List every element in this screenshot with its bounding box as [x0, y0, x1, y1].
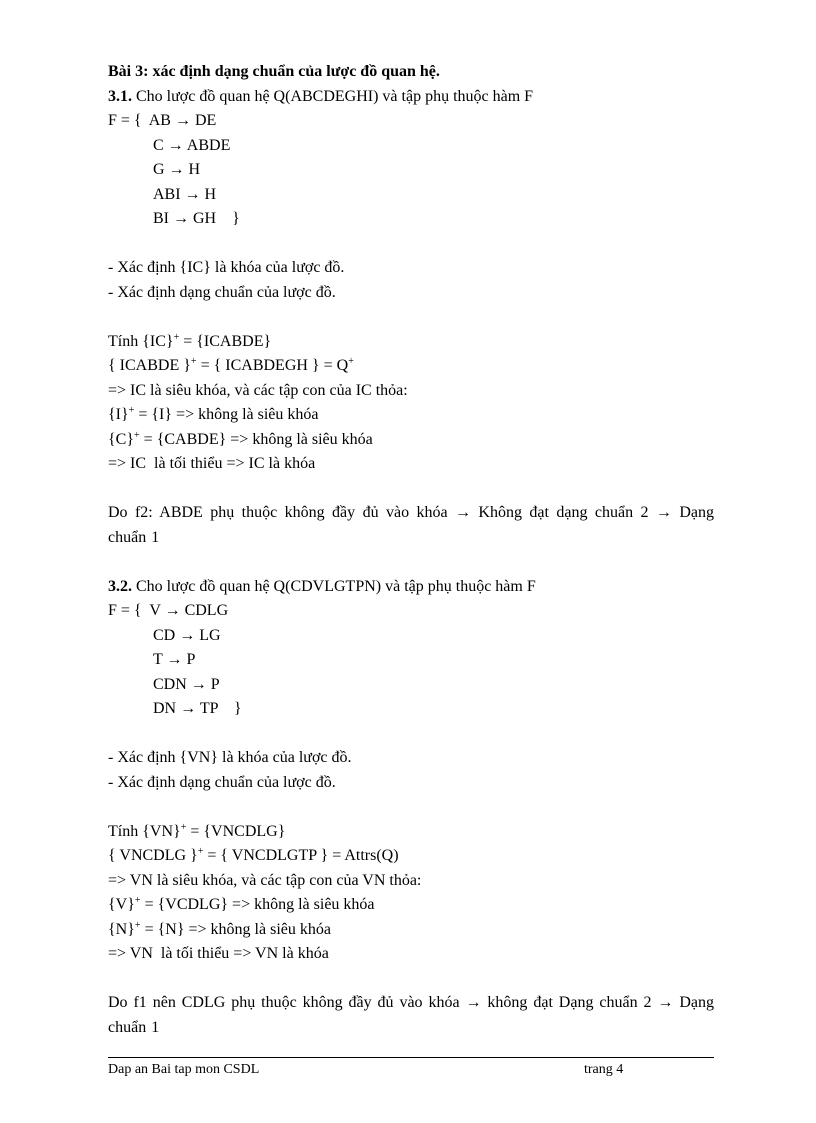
solution-line	[108, 844, 714, 869]
spacer	[108, 305, 714, 330]
solution-line	[108, 820, 714, 845]
solution-text: Tính {IC}	[108, 332, 174, 350]
closure-superscript: +	[197, 846, 204, 857]
solution-text: {I}	[108, 406, 129, 423]
solution-text: {C}	[108, 430, 135, 448]
solution-text: = {N} => không là siêu khóa	[140, 920, 331, 938]
solution-text: = { VNCDLGTP } = Attrs(Q)	[203, 847, 399, 864]
solution-text: = { ICABDEGH } = Q	[196, 357, 349, 374]
solution-text: = {CABDE} => không là siêu khóa	[139, 430, 373, 448]
solution-text: { ICABDE }	[108, 357, 191, 374]
task-line: - Xác định dạng chuẩn của lược đồ.	[108, 773, 336, 791]
solution-text: = {VCDLG} => không là siêu khóa	[140, 896, 375, 913]
spacer	[108, 477, 714, 502]
spacer	[108, 722, 714, 747]
fd-item: G → H	[153, 161, 201, 178]
closure-superscript: +	[134, 895, 141, 906]
spacer	[108, 795, 714, 820]
page-number: trang 4	[584, 1062, 624, 1077]
closure-superscript: +	[180, 821, 187, 833]
fd-item: BI → GH }	[153, 210, 240, 227]
closure-superscript: +	[348, 356, 354, 367]
solution-line	[108, 330, 714, 355]
closure-superscript: +	[128, 405, 135, 416]
spacer	[108, 232, 714, 257]
exercise-intro-text: Cho lược đồ quan hệ Q(CDVLGTPN) và tập phụ thuộc hàm F	[132, 577, 536, 595]
closure-superscript: +	[134, 429, 140, 441]
solution-text: = {I} => không là siêu khóa	[134, 406, 319, 423]
fd-item: ABI → H	[153, 185, 217, 203]
solution-text: = {VNCDLG}	[186, 822, 286, 840]
exercise-intro-text: Cho lược đồ quan hệ Q(ABCDEGHI) và tập phụ thuộc hàm F	[132, 87, 534, 105]
document-body	[108, 60, 714, 1040]
fd-set-open: F = { V → CDLG	[108, 602, 229, 619]
closure-superscript: +	[173, 331, 180, 343]
solution-line: => VN là tối thiểu => VN là khóa	[108, 945, 329, 962]
solution-line: => IC là siêu khóa, và các tập con của IC thỏa:	[108, 381, 408, 399]
solution-text: Tính {VN}	[108, 822, 181, 840]
closure-superscript: +	[134, 919, 141, 931]
conclusion-paragraph: Do f2: ABDE phụ thuộc không đầy đủ vào khóa → Không đạt dạng chuẩn 2 → Dạng chuẩn 1	[108, 504, 714, 546]
solution-line	[108, 918, 714, 943]
closure-superscript: +	[190, 356, 197, 367]
fd-set-open: F = { AB → DE	[108, 112, 217, 129]
exercise-number: 3.2.	[108, 577, 132, 595]
fd-item: CDN → P	[153, 675, 220, 693]
spacer	[108, 967, 714, 992]
solution-text: = {ICABDE}	[179, 332, 272, 350]
task-line: - Xác định {VN} là khóa của lược đồ.	[108, 749, 352, 766]
solution-text: {N}	[108, 920, 135, 938]
solution-line: => IC là tối thiểu => IC là khóa	[108, 455, 316, 472]
fd-item: T → P	[153, 651, 196, 668]
solution-text: {V}	[108, 896, 135, 913]
exercise-3-1-intro	[108, 85, 714, 110]
task-line: - Xác định {IC} là khóa của lược đồ.	[108, 259, 345, 276]
solution-line	[108, 354, 714, 379]
exercise-3-2-intro	[108, 575, 714, 600]
footer-divider	[108, 1057, 714, 1058]
spacer	[108, 550, 714, 575]
section-heading: Bài 3: xác định dạng chuẩn của lược đồ quan hệ.	[108, 63, 440, 80]
footer-title: Dap an Bai tap mon CSDL	[108, 1062, 260, 1077]
fd-item: CD → LG	[153, 626, 221, 644]
solution-line	[108, 403, 714, 428]
conclusion-paragraph: Do f1 nên CDLG phụ thuộc không đầy đủ vào khóa → không đạt Dạng chuẩn 2 → Dạng chuẩn 1	[108, 994, 714, 1036]
task-line: - Xác định dạng chuẩn của lược đồ.	[108, 283, 336, 301]
exercise-number: 3.1.	[108, 87, 132, 105]
fd-item: C → ABDE	[153, 136, 231, 154]
fd-item: DN → TP }	[153, 700, 242, 717]
solution-line: => VN là siêu khóa, và các tập con của VN thỏa:	[108, 871, 422, 889]
solution-line	[108, 893, 714, 918]
solution-text: { VNCDLG }	[108, 847, 198, 864]
solution-line	[108, 428, 714, 453]
